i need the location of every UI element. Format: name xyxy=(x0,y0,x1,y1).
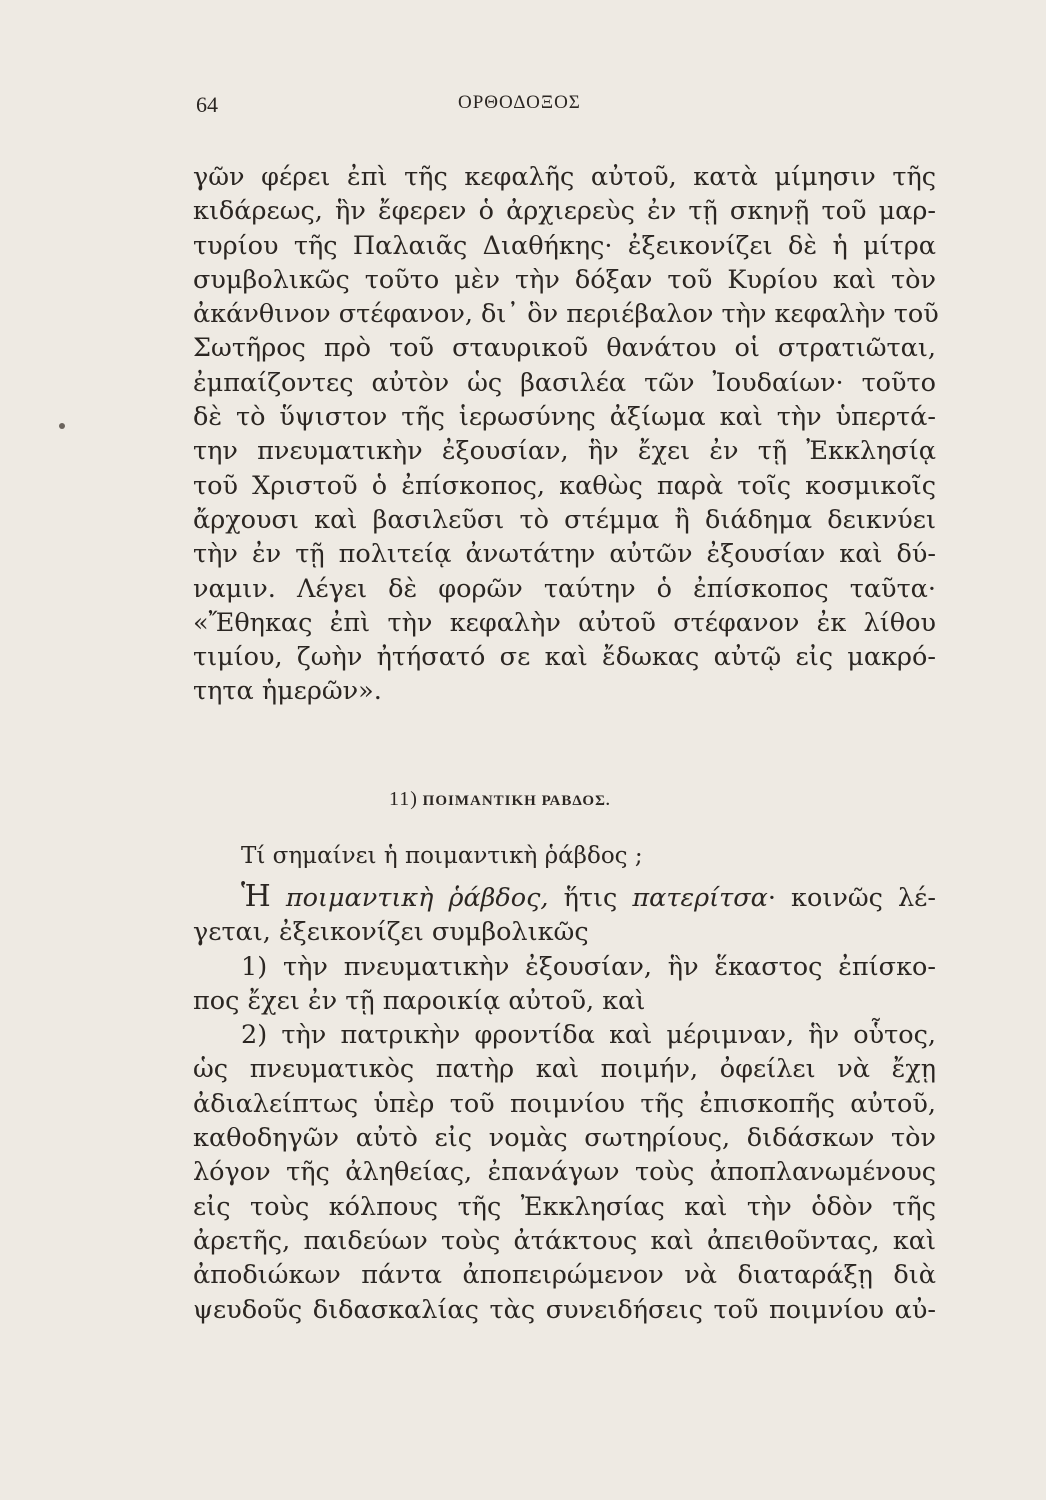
text-line: ἀδιαλείπτως ὑπὲρ τοῦ ποιμνίου τῆς ἐπισκοπῆς αὐτοῦ, xyxy=(193,1088,936,1119)
text-line: ὡς πνευματικὸς πατὴρ καὶ ποιμήν, ὀφείλει νὰ ἔχῃ xyxy=(193,1054,936,1085)
section-title: ΠΟΙΜΑΝΤΙΚΗ ΡΑΒΔΟΣ. xyxy=(422,793,611,809)
text-line: τιμίου, ζωὴν ἠτήσατό σε καὶ ἔδωκας αὐτῷ εἰς μακρό- xyxy=(193,642,936,673)
text-line: ναμιν. Λέγει δὲ φορῶν ταύτην ὁ ἐπίσκοπος ταῦτα· xyxy=(193,573,936,604)
text-line: ἀκάνθινον στέφανον, δι᾽ ὃν περιέβαλον τὴν κεφαλὴν τοῦ xyxy=(193,299,939,330)
paragraph-crozier xyxy=(193,880,936,1327)
text-line: ἐμπαίζοντες αὐτὸν ὡς βασιλέα τῶν Ἰουδαίων· τοῦτο xyxy=(193,367,936,398)
text-line: τοῦ Χριστοῦ ὁ ἐπίσκοπος, καθὼς παρὰ τοῖς κοσμικοῖς xyxy=(193,470,936,501)
initial-letter: Ἡ xyxy=(241,879,271,914)
text-line: γεται, ἐξεικονίζει συμβολικῶς xyxy=(193,917,589,948)
text-line: την πνευματικὴν ἐξουσίαν, ἣν ἔχει ἐν τῇ Ἐκκλησίᾳ xyxy=(193,436,936,467)
text-line: εἰς τοὺς κόλπους τῆς Ἐκκλησίας καὶ τὴν ὁδὸν τῆς xyxy=(193,1191,936,1222)
text-line: ἄρχουσι καὶ βασιλεῦσι τὸ στέμμα ἢ διάδημα δεικνύει xyxy=(193,504,936,535)
text-line: γῶν φέρει ἐπὶ τῆς κεφαλῆς αὐτοῦ, κατὰ μίμησιν τῆς xyxy=(193,162,936,192)
text-line: καθοδηγῶν αὐτὸ εἰς νομὰς σωτηρίους, διδάσκων τὸν xyxy=(193,1123,936,1154)
page-header xyxy=(196,92,936,122)
text-line: 2) τὴν πατρικὴν φροντίδα καὶ μέριμναν, ἣν οὗτος, xyxy=(241,1020,936,1051)
text-line: συμβολικῶς τοῦτο μὲν τὴν δόξαν τοῦ Κυρίου καὶ τὸν xyxy=(193,264,936,295)
text-line: τητα ἡμερῶν». xyxy=(193,676,382,707)
text-fragment: ἥτις xyxy=(548,883,633,913)
text-line: λόγον τῆς ἀληθείας, ἐπανάγων τοὺς ἀποπλανωμένους xyxy=(193,1157,936,1188)
question-line: Τί σημαίνει ἡ ποιμαντικὴ ῥάβδος ; xyxy=(241,843,643,869)
text-line: τυρίου τῆς Παλαιᾶς Διαθήκης· ἐξεικονίζει δὲ ἡ μίτρα xyxy=(193,230,936,261)
text-line: 1) τὴν πνευματικὴν ἐξουσίαν, ἣν ἕκαστος ἐπίσκο- xyxy=(241,951,936,982)
text-line-first xyxy=(193,880,936,915)
text-fragment: · κοινῶς λέ- xyxy=(767,883,936,913)
text-line: Σωτῆρος πρὸ τοῦ σταυρικοῦ θανάτου οἱ στρατιῶται, xyxy=(193,333,936,364)
section-heading xyxy=(389,788,611,811)
text-line: κιδάρεως, ἣν ἔφερεν ὁ ἀρχιερεὺς ἐν τῇ σκηνῇ τοῦ μαρ- xyxy=(193,196,936,227)
running-title: ΟΡΘΟΔΟΞΟΣ xyxy=(458,92,581,113)
section-number: 11) xyxy=(389,788,418,810)
text-line: ἀποδιώκων πάντα ἀποπειρώμενον νὰ διαταράξῃ διὰ xyxy=(193,1260,936,1291)
text-line: «Ἔθηκας ἐπὶ τὴν κεφαλὴν αὐτοῦ στέφανον ἐκ λίθου xyxy=(193,607,936,638)
italic-term: πατερίτσα xyxy=(632,883,768,913)
text-line: τὴν ἐν τῇ πολιτείᾳ ἀνωτάτην αὐτῶν ἐξουσίαν καὶ δύ- xyxy=(193,539,936,570)
paragraph-mitre xyxy=(193,160,939,709)
margin-mark xyxy=(59,423,65,429)
page-number: 64 xyxy=(196,92,218,117)
text-line: ἀρετῆς, παιδεύων τοὺς ἀτάκτους καὶ ἀπειθοῦντας, καὶ xyxy=(193,1225,936,1256)
text-line: πος ἔχει ἐν τῇ παροικίᾳ αὐτοῦ, καὶ xyxy=(193,985,646,1016)
text-line: δὲ τὸ ὕψιστον τῆς ἱερωσύνης ἀξίωμα καὶ τὴν ὑπερτά- xyxy=(193,402,936,433)
text-line: ψευδοῦς διδασκαλίας τὰς συνειδήσεις τοῦ ποιμνίου αὐ- xyxy=(193,1294,936,1325)
italic-term: ποιμαντικὴ ῥάβδος, xyxy=(285,883,549,913)
